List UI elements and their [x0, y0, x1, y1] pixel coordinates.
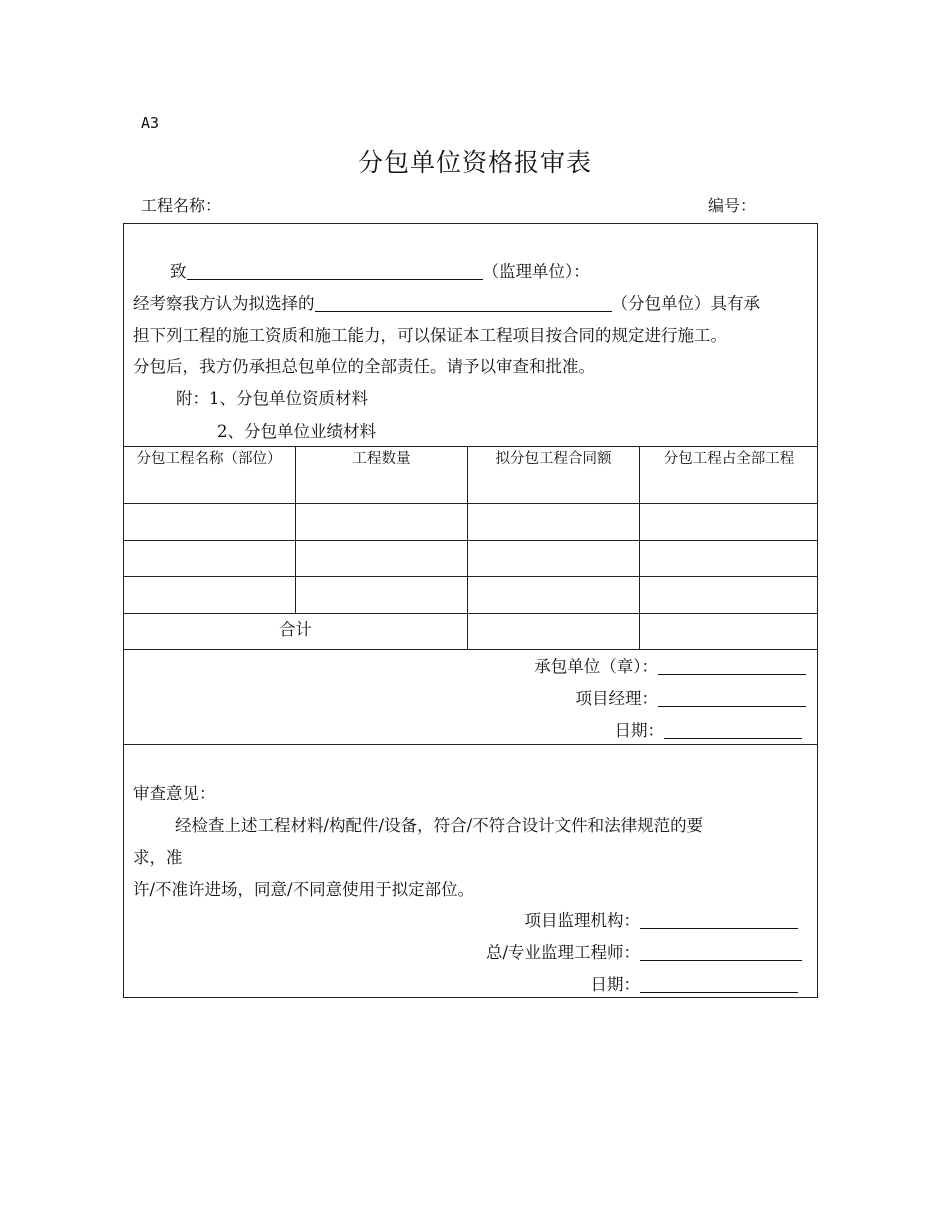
number-label: 编号：	[708, 196, 757, 215]
supervision-org-label: 项目监理机构：	[524, 911, 640, 930]
table-cell[interactable]	[124, 541, 295, 576]
contractor-unit-line	[534, 653, 806, 677]
section-divider	[124, 744, 818, 745]
review-line-3: 许/不准许进场，同意/不同意使用于拟定部位。	[133, 880, 475, 899]
review-heading: 审查意见：	[133, 784, 216, 803]
header-quantity: 工程数量	[352, 451, 411, 467]
total-percentage-cell[interactable]	[640, 614, 818, 649]
table-cell[interactable]	[296, 577, 467, 613]
header-subcontract-name: 分包工程名称（部位）	[136, 451, 282, 467]
contractor-date-blank[interactable]	[664, 722, 802, 739]
form-code: A3	[141, 114, 160, 132]
table-cell[interactable]	[640, 504, 818, 540]
project-manager-blank[interactable]	[658, 690, 806, 707]
to-prefix: 致	[170, 262, 187, 281]
to-line	[170, 258, 590, 282]
letter-line-2: 担下列工程的施工资质和施工能力，可以保证本工程项目按合同的规定进行施工。	[133, 326, 727, 345]
attachment-1: 附：1、分包单位资质材料	[176, 389, 368, 408]
page-title: 分包单位资格报审表	[357, 148, 592, 177]
to-suffix: （监理单位）：	[482, 262, 590, 281]
chief-engineer-label: 总/专业监理工程师：	[485, 943, 640, 962]
contractor-date-label: 日期：	[614, 721, 664, 740]
review-date-blank[interactable]	[640, 976, 798, 993]
review-date-line	[591, 971, 799, 995]
chief-engineer-line	[486, 939, 802, 963]
table-cell[interactable]	[124, 577, 295, 613]
project-manager-line	[576, 685, 807, 709]
table-cell[interactable]	[640, 577, 818, 613]
line1-prefix: 经考察我方认为拟选择的	[133, 294, 315, 313]
table-cell[interactable]	[468, 541, 639, 576]
letter-line-1	[133, 290, 760, 314]
project-manager-label: 项目经理：	[575, 689, 658, 708]
table-bottom-border	[124, 649, 818, 650]
table-cell[interactable]	[296, 504, 467, 540]
contractor-date-line	[615, 717, 803, 741]
review-date-label: 日期：	[590, 975, 640, 994]
subcontractor-blank[interactable]	[315, 295, 612, 312]
supervision-org-line	[525, 907, 799, 931]
line1-suffix: （分包单位）具有承	[611, 294, 760, 313]
table-cell[interactable]	[468, 577, 639, 613]
attachment-2: 2、分包单位业绩材料	[217, 422, 376, 441]
table-cell[interactable]	[124, 504, 295, 540]
form-frame	[123, 223, 818, 998]
table-cell[interactable]	[468, 504, 639, 540]
total-amount-cell[interactable]	[468, 614, 639, 649]
table-cell[interactable]	[296, 541, 467, 576]
review-line-1: 经检查上述工程材料/构配件/设备，符合/不符合设计文件和法律规范的要	[175, 816, 704, 835]
supervision-org-blank[interactable]	[640, 912, 798, 929]
contractor-unit-blank[interactable]	[658, 658, 806, 675]
total-label: 合计	[279, 620, 312, 639]
header-contract-amount: 拟分包工程合同额	[495, 451, 612, 467]
table-cell[interactable]	[640, 541, 818, 576]
review-line-2: 求，准	[133, 848, 183, 867]
header-percentage: 分包工程占全部工程	[663, 451, 795, 467]
contractor-unit-label: 承包单位（章）：	[534, 657, 658, 676]
letter-line-3: 分包后，我方仍承担总包单位的全部责任。请予以审查和批准。	[133, 357, 595, 376]
supervision-unit-blank[interactable]	[187, 263, 483, 280]
project-name-label: 工程名称：	[141, 196, 222, 215]
chief-engineer-blank[interactable]	[640, 944, 802, 961]
